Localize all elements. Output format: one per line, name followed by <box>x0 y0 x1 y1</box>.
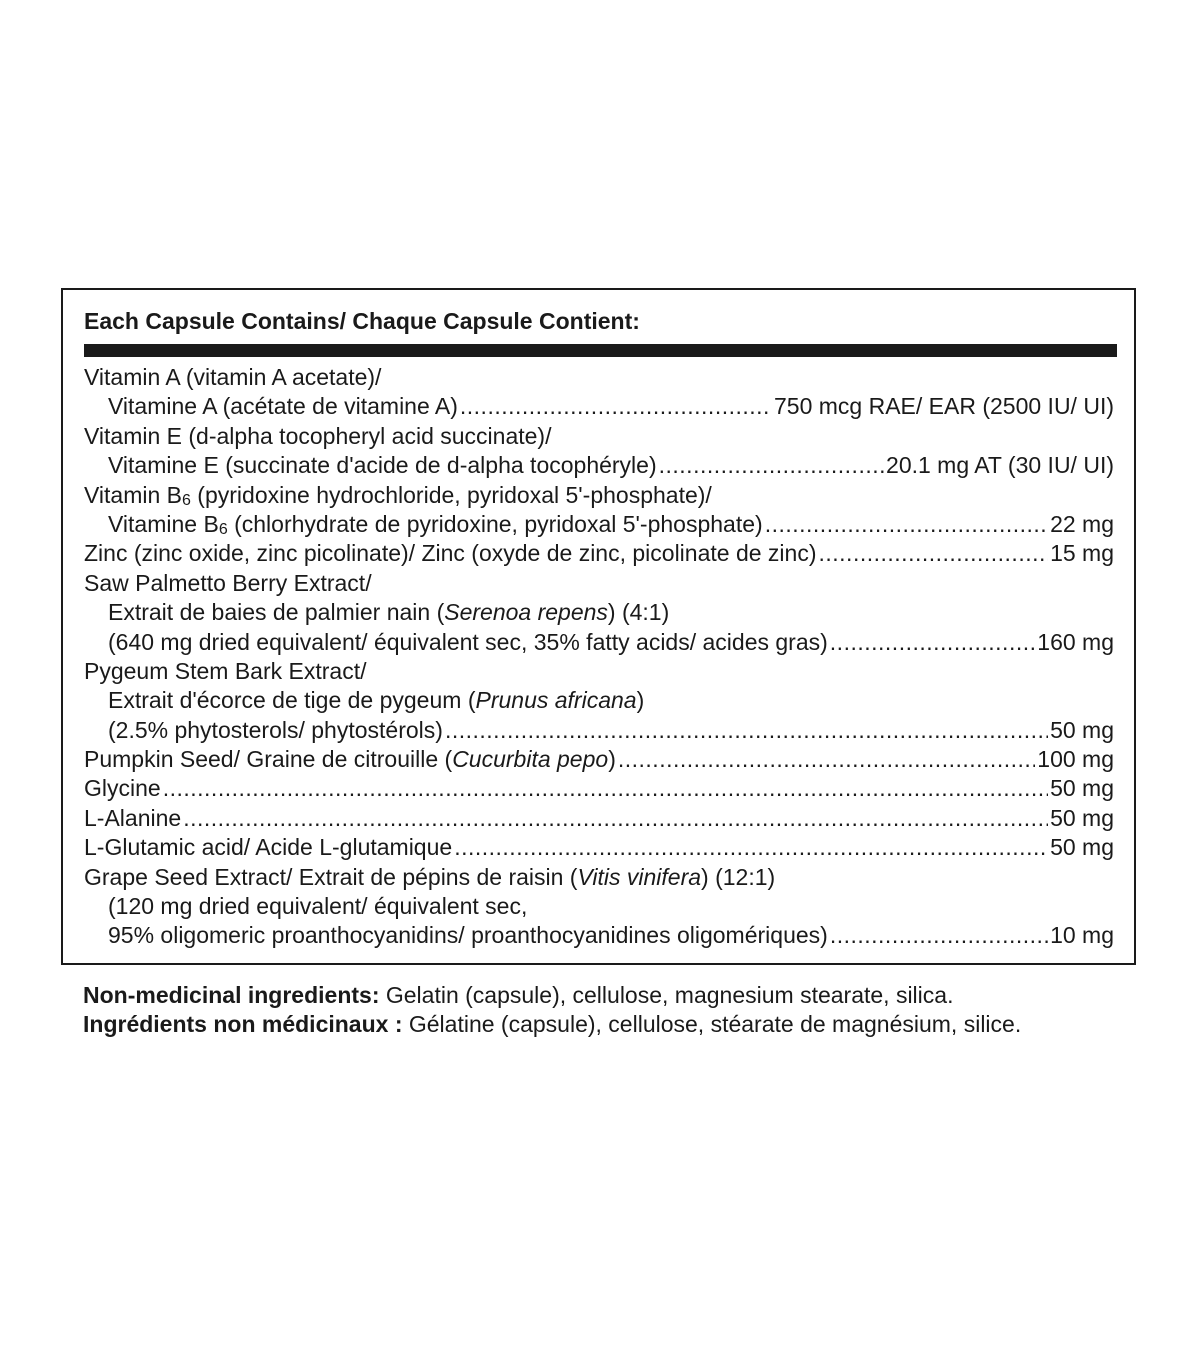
latin-name: Serenoa repens <box>444 599 608 626</box>
label-part: ) (4:1) <box>607 599 670 626</box>
ingredient-row-14 <box>84 745 1114 774</box>
dot-leader <box>454 833 1048 862</box>
ingredient-row-2 <box>84 392 1114 421</box>
nonmed-french <box>83 1010 1123 1039</box>
label-part: Pumpkin Seed/ Graine de citrouille ( <box>84 746 453 773</box>
ingredient-label: Pygeum Stem Bark Extract/ <box>84 657 367 684</box>
ingredient-label: Saw Palmetto Berry Extract/ <box>84 569 372 596</box>
dot-leader <box>830 921 1048 950</box>
dot-leader <box>830 628 1035 657</box>
ingredient-amount: 750 mcg RAE/ EAR (2500 IU/ UI) <box>773 393 1114 420</box>
ingredient-label <box>108 686 644 715</box>
label-part: (chlorhydrate de pyridoxine, pyridoxal 5'-phosphate) <box>227 510 763 537</box>
label-part: ) (12:1) <box>701 863 776 890</box>
nonmed-fr-label: Ingrédients non médicinaux : <box>83 1011 403 1037</box>
subscript: 6 <box>218 520 228 538</box>
ingredient-label <box>84 745 616 774</box>
nonmed-text: Gelatin (capsule), cellulose, magnesium stearate, silica. <box>379 982 954 1008</box>
label-part: Extrait d'écorce de tige de pygeum ( <box>108 687 476 714</box>
ingredient-row-19 <box>84 892 1114 921</box>
ingredient-amount: 160 mg <box>1037 628 1114 655</box>
ingredient-row-18 <box>84 863 1114 892</box>
ingredients-panel <box>61 288 1136 965</box>
ingredient-label: Glycine <box>84 775 161 802</box>
ingredient-row-3 <box>84 422 1114 451</box>
ingredient-row-6 <box>84 510 1114 539</box>
ingredient-row-20 <box>84 921 1114 950</box>
ingredient-amount: 100 mg <box>1037 746 1114 773</box>
subscript: 6 <box>182 491 191 509</box>
ingredient-amount: 20.1 mg AT (30 IU/ UI) <box>886 452 1114 479</box>
label-part: Grape Seed Extract/ Extrait de pépins de raisin ( <box>84 863 578 890</box>
label-part: Vitamin B <box>84 481 183 508</box>
ingredient-row-13 <box>84 716 1114 745</box>
ingredient-label: L-Alanine <box>84 804 182 831</box>
latin-name: Prunus africana <box>475 687 637 714</box>
ingredient-rows <box>84 363 1114 951</box>
ingredient-label: (640 mg dried equivalent/ équivalent sec, 35% fatty acids/ acides gras) <box>108 628 828 655</box>
ingredient-row-5 <box>84 481 1114 510</box>
label-part: Extrait de baies de palmier nain ( <box>108 599 445 626</box>
ingredient-row-16 <box>84 804 1114 833</box>
label-part: ) <box>608 746 616 773</box>
dot-leader <box>819 539 1049 568</box>
label-part: (pyridoxine hydrochloride, pyridoxal 5'-phosphate)/ <box>190 481 712 508</box>
ingredient-row-11 <box>84 657 1114 686</box>
label-part: ) <box>636 687 645 714</box>
ingredient-label: L-Glutamic acid/ Acide L-glutamique <box>84 834 453 861</box>
ingredient-row-10 <box>84 628 1114 657</box>
ingredient-row-7 <box>84 539 1114 568</box>
dot-leader <box>765 510 1048 539</box>
ingredient-row-8 <box>84 569 1114 598</box>
dot-leader <box>163 774 1048 803</box>
ingredient-label: (120 mg dried equivalent/ équivalent sec, <box>108 893 528 920</box>
ingredient-row-9 <box>84 598 1114 627</box>
ingredient-label: Vitamin E (d-alpha tocopheryl acid succinate)/ <box>84 422 552 449</box>
dot-leader <box>618 745 1035 774</box>
panel-title: Each Capsule Contains/ Chaque Capsule Contient: <box>84 308 640 334</box>
ingredient-label: Vitamine E (succinate d'acide de d-alpha tocophéryle) <box>108 452 657 479</box>
ingredient-label: Zinc (zinc oxide, zinc picolinate)/ Zinc (oxyde de zinc, picolinate de zinc) <box>84 540 817 567</box>
ingredient-label <box>108 598 669 627</box>
ingredient-amount: 50 mg <box>1050 775 1114 802</box>
heavy-rule <box>84 344 1117 357</box>
dot-leader <box>659 451 884 480</box>
ingredient-row-17 <box>84 833 1114 862</box>
latin-name: Cucurbita pepo <box>452 746 609 773</box>
ingredient-row-1 <box>84 363 1114 392</box>
ingredient-label: Vitamin A (vitamin A acetate)/ <box>84 364 382 390</box>
nonmed-fr-text: Gélatine (capsule), cellulose, stéarate de magnésium, silice. <box>402 1011 1022 1037</box>
ingredient-label <box>84 863 775 892</box>
label-part: Vitamine B <box>108 510 219 537</box>
ingredient-amount: 15 mg <box>1050 540 1114 567</box>
ingredient-row-15 <box>84 774 1114 803</box>
dot-leader <box>460 392 772 421</box>
ingredient-amount: 22 mg <box>1050 510 1114 537</box>
ingredient-label: Vitamine A (acétate de vitamine A) <box>108 393 458 420</box>
latin-name: Vitis vinifera <box>577 863 702 890</box>
ingredient-row-12 <box>84 686 1114 715</box>
dot-leader <box>445 716 1048 745</box>
non-medicinal-ingredients <box>83 981 1123 1039</box>
dot-leader <box>183 804 1048 833</box>
ingredient-amount: 10 mg <box>1050 922 1114 949</box>
ingredient-label: (2.5% phytosterols/ phytostérols) <box>108 716 443 743</box>
nonmed-label: Non-medicinal ingredients: <box>83 982 380 1008</box>
nonmed-english <box>83 981 1123 1010</box>
ingredient-amount: 50 mg <box>1050 804 1114 831</box>
ingredient-row-4 <box>84 451 1114 480</box>
ingredient-amount: 50 mg <box>1050 716 1114 743</box>
ingredient-amount: 50 mg <box>1050 834 1114 861</box>
ingredient-label: 95% oligomeric proanthocyanidins/ proanthocyanidines oligomériques) <box>108 922 828 949</box>
